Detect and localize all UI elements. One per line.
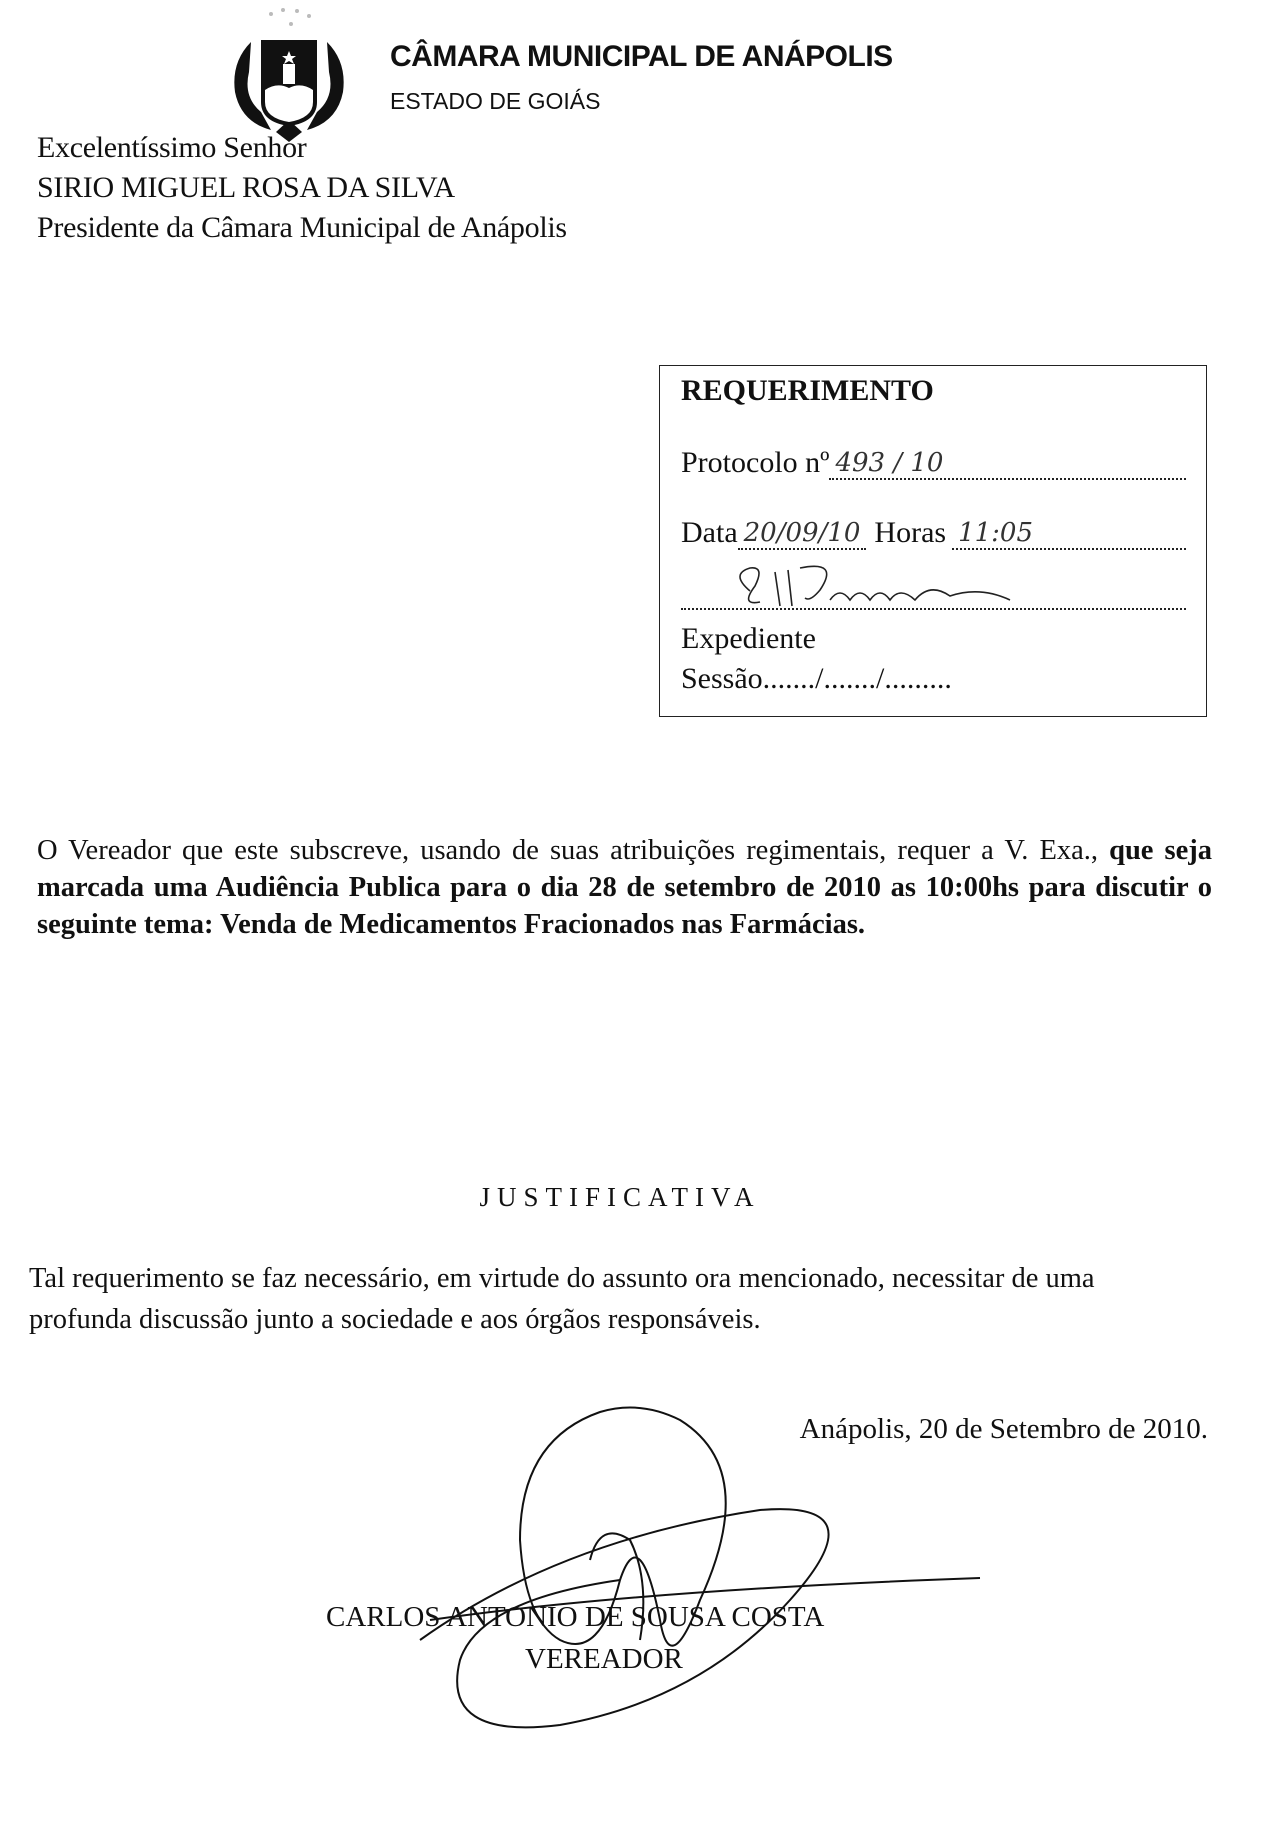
hours-label: Horas [874,516,947,549]
sessao-label: Sessão [681,662,763,695]
addressee-name: SIRIO MIGUEL ROSA DA SILVA [37,171,455,204]
hours-value: 11:05 [958,518,1034,548]
protocol-value: 493 / 10 [835,448,944,478]
addressee-salutation: Excelentíssimo Senhor [37,131,307,164]
stamp-title: REQUERIMENTO [681,374,934,407]
date-value: 20/09/10 [743,518,861,548]
addressee-role: Presidente da Câmara Municipal de Anápolis [37,211,567,244]
request-intro: O Vereador que este subscreve, usando de suas atribuições regimentais, requer a V. Exa., [37,835,1099,866]
request-text: que seja marcada uma Audiência Publica para o dia 28 de setembro de 2010 as 10:00hs para discutir o seguinte tema: Venda de Medicamentos Fracionados nas Farmácias. [37,835,1212,940]
date-label: Data [681,516,738,549]
protocol-field [829,448,1186,480]
protocol-row [681,446,1186,480]
signatory-role: VEREADOR [525,1643,683,1675]
date-field [738,518,867,550]
institution-subtitle: ESTADO DE GOIÁS [390,88,601,114]
protocol-label: Protocolo nº [681,446,830,479]
place-date: Anápolis, 20 de Setembro de 2010. [799,1413,1208,1445]
expediente-label: Expediente [681,622,816,655]
institution-title: CÂMARA MUNICIPAL DE ANÁPOLIS [390,40,893,73]
sessao-row: Sessão......./......./......... [681,662,952,695]
justification-title: JUSTIFICATIVA [479,1182,761,1212]
receiver-signature [720,556,1040,616]
protocol-stamp-box [659,365,1207,717]
request-paragraph [37,832,1212,943]
justification-text: Tal requerimento se faz necessário, em virtude do assunto ora mencionado, necessitar de uma profunda discussão junto a sociedade e aos órgãos responsáveis. [29,1263,1095,1335]
date-row [681,516,1186,550]
hours-field [952,518,1186,550]
coat-of-arms-logo [221,2,357,142]
signatory-name: CARLOS ANTONIO DE SOUSA COSTA [326,1601,825,1633]
